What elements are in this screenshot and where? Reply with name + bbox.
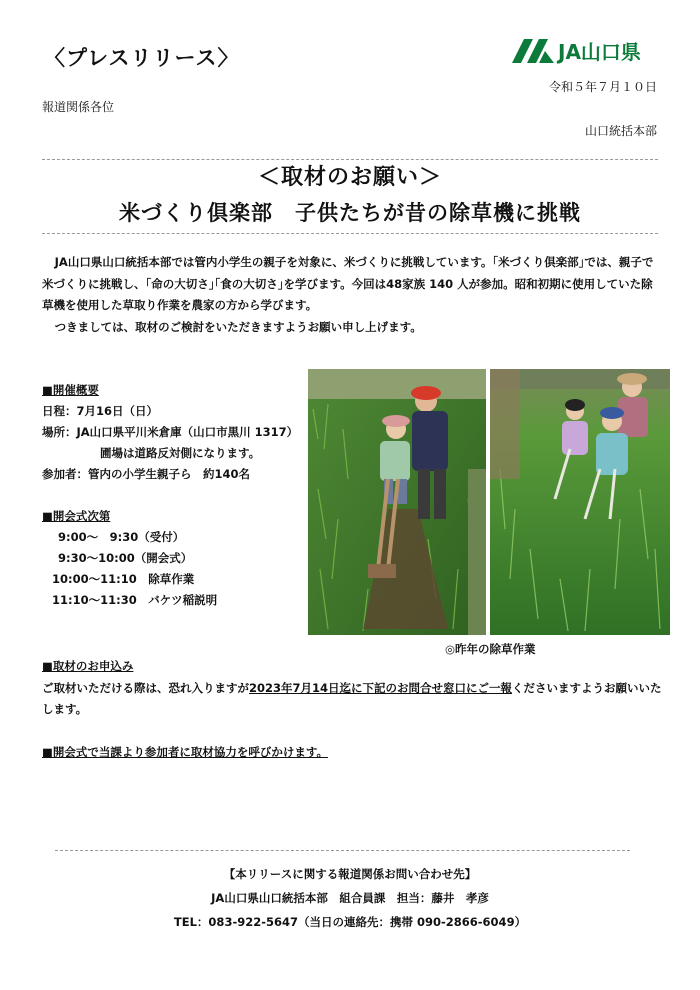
schedule-item: 11:10～11:30 バケツ稲説明: [52, 593, 218, 607]
application-text-after: くださいますようお願いいたします。: [42, 680, 662, 716]
place-note: 圃場は道路反対側になります。: [100, 446, 261, 460]
children-weeding-photo-icon: [308, 369, 486, 635]
application-deadline: 2023年7月14日迄に下記のお問合せ窓口にご一報: [249, 680, 513, 695]
intro-text: [42, 252, 660, 338]
press-release-title: 〈プレスリリース〉: [44, 46, 240, 70]
event-info: [42, 380, 312, 611]
sender: 山口統括本部: [584, 124, 657, 138]
participants: 参加者：管内の小学生親子ら 約140名: [42, 467, 251, 481]
release-date: 令和５年７月１０日: [548, 80, 657, 94]
schedule-item: 9:30～10:00（開会式）: [58, 551, 193, 565]
event-date: 日程：7月16日（日）: [42, 404, 159, 418]
contact-section: [0, 862, 700, 934]
photo-caption: ◎昨年の除草作業: [445, 642, 536, 656]
divider-contact: [55, 850, 630, 851]
application-notice: ■開会式で当課より参加者に取材協力を呼びかけます。: [42, 744, 328, 759]
ja-logo-icon: [512, 39, 554, 63]
children-weeding-photo-icon: [490, 369, 670, 635]
intro-paragraph-1: JA山口県山口統括本部では管内小学生の親子を対象に、米づくりに挑戦しています。｢米づくり倶楽部｣では、親子で米づくりに挑戦し、｢命の大切さ｣｢食の大切さ｣を学びます。今回は48家族 140 人が参加。昭和初期に使用していた除草機を使用した草取り作業を農家の方から学びます。: [42, 255, 654, 312]
recipients: 報道関係各位: [42, 100, 115, 114]
logo-text: JA山口県: [558, 40, 641, 64]
schedule-item: 9:00～ 9:30（受付）: [58, 530, 185, 544]
photo-weeding-1: [308, 369, 486, 635]
schedule-item: 10:00～11:10 除草作業: [52, 572, 195, 586]
photo-weeding-2: [490, 369, 670, 635]
ja-logo: [512, 36, 641, 65]
intro-paragraph-2: つきましては、取材のご検討をいただきますようお願い申し上げます。: [54, 319, 422, 334]
contact-department: JA山口県山口統括本部 組合員課 担当：藤井 孝彦: [211, 891, 489, 905]
application-text-before: ご取材いただける際は、恐れ入りますが: [42, 680, 249, 695]
overview-heading: ■開催概要: [42, 383, 99, 397]
application-heading: ■取材のお申込み: [42, 659, 134, 673]
event-place: 場所：JA山口県平川米倉庫（山口市黒川 1317）: [42, 425, 299, 439]
contact-phone: TEL：083-922-5647（当日の連絡先：携帯 090-2866-6049）: [173, 915, 527, 929]
application-section: [42, 656, 662, 763]
divider-bottom: [42, 233, 658, 234]
schedule-heading: ■開会式次第: [42, 509, 111, 523]
headline-main: 米づくり倶楽部 子供たちが昔の除草機に挑戦: [119, 201, 581, 225]
headline-request: ＜取材のお願い＞: [257, 165, 442, 190]
application-text: [42, 678, 662, 721]
contact-heading: 【本リリースに関する報道関係お問い合わせ先】: [223, 867, 477, 881]
